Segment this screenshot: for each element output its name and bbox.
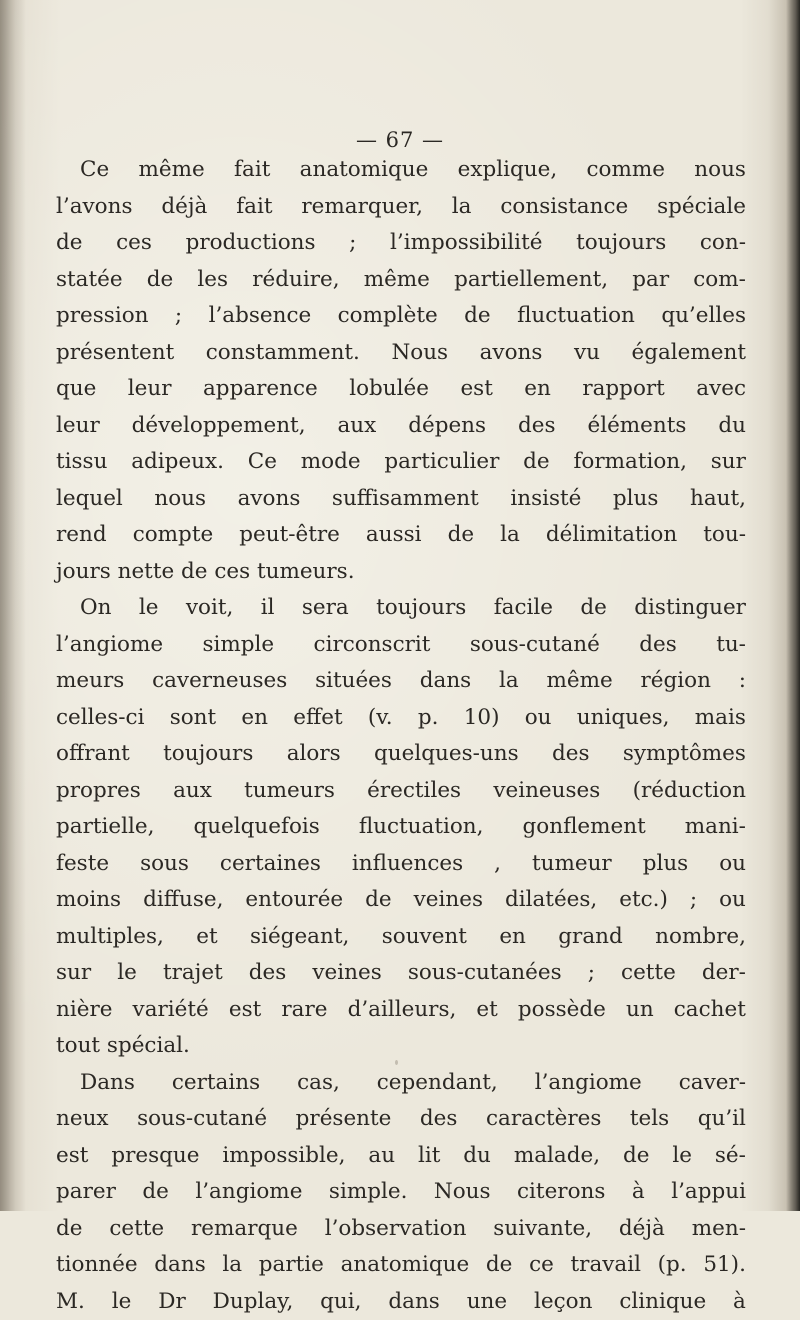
word: simple: [202, 627, 274, 664]
word: souvent: [382, 919, 467, 956]
word: déjà: [161, 189, 207, 226]
text-line: [56, 1284, 746, 1320]
word: toujours: [163, 736, 253, 773]
word: au: [368, 1138, 395, 1175]
word: remarquer,: [301, 189, 423, 226]
word: insisté: [510, 481, 581, 518]
word: ce: [529, 1247, 554, 1284]
word: voit,: [186, 590, 233, 627]
word: sont: [170, 700, 216, 737]
word: Ce: [80, 152, 109, 189]
word: le: [112, 1284, 132, 1320]
word: dilatées,: [505, 882, 597, 919]
word: cette: [621, 955, 676, 992]
word: complète: [338, 298, 438, 335]
word: de: [142, 1174, 169, 1211]
text-line: [56, 992, 746, 1029]
word: dans: [420, 663, 471, 700]
word: fluctuation: [517, 298, 635, 335]
word: clinique: [619, 1284, 706, 1320]
text-line: [56, 773, 746, 810]
word: le: [117, 955, 137, 992]
word: haut,: [690, 481, 746, 518]
word: et: [196, 919, 217, 956]
word: que: [56, 371, 96, 408]
word: partiellement,: [454, 262, 608, 299]
word: con-: [700, 225, 746, 262]
word: toujours: [376, 590, 466, 627]
word: tou-: [703, 517, 746, 554]
word: ces: [116, 225, 152, 262]
word: citerons: [517, 1174, 605, 1211]
word: veineuses: [493, 773, 600, 810]
word: tissu: [56, 444, 107, 481]
word: lit: [418, 1138, 440, 1175]
word: vu: [574, 335, 600, 372]
word: caver-: [679, 1065, 746, 1102]
word: qu’elles: [661, 298, 746, 335]
word: même: [139, 152, 205, 189]
word: sous-cutané: [470, 627, 600, 664]
word: presque: [111, 1138, 199, 1175]
word: anatomique: [341, 1247, 470, 1284]
word: fait: [236, 189, 272, 226]
word: un: [626, 992, 654, 1029]
text-line: [56, 444, 746, 481]
word: uniques,: [577, 700, 670, 737]
word: influences: [352, 846, 463, 883]
word: de: [448, 517, 475, 554]
word: en: [241, 700, 268, 737]
word: érectiles: [367, 773, 461, 810]
word: cependant,: [377, 1065, 498, 1102]
word: facile: [494, 590, 553, 627]
word: parer: [56, 1174, 116, 1211]
word: est: [460, 371, 492, 408]
text-line: [56, 262, 746, 299]
word: pression: [56, 298, 149, 335]
word: formation,: [573, 444, 687, 481]
text-line: [56, 627, 746, 664]
word: lequel: [56, 481, 123, 518]
word: ou: [719, 846, 746, 883]
word: feste: [56, 846, 109, 883]
word: statée: [56, 262, 123, 299]
word: Nous: [391, 335, 448, 372]
word: grand: [558, 919, 622, 956]
word: siégeant,: [250, 919, 349, 956]
word: aussi: [366, 517, 422, 554]
word: com-: [693, 262, 746, 299]
word: ,: [494, 846, 501, 883]
word: l’avons: [56, 189, 133, 226]
word: dans: [388, 1284, 439, 1320]
word: caverneuses: [152, 663, 287, 700]
word: des: [552, 736, 590, 773]
word: ou: [719, 882, 746, 919]
word: éléments: [587, 408, 686, 445]
word: la: [499, 663, 519, 700]
word: comme: [587, 152, 665, 189]
word: déjà: [619, 1211, 665, 1248]
word: est: [56, 1138, 88, 1175]
word: On: [80, 590, 111, 627]
text-line: [56, 371, 746, 408]
word: possède: [518, 992, 606, 1029]
word: situées: [315, 663, 392, 700]
word: est: [229, 992, 261, 1029]
word: men-: [692, 1211, 746, 1248]
text-line: [56, 189, 746, 226]
text-line: [56, 1101, 746, 1138]
word: Dans: [80, 1065, 135, 1102]
word: le: [139, 590, 159, 627]
word: multiples,: [56, 919, 164, 956]
word: développement,: [132, 408, 306, 445]
page-left-edge-shadow: [0, 0, 26, 1211]
word: l’absence: [209, 298, 312, 335]
word: nous: [154, 481, 206, 518]
word: variété: [133, 992, 209, 1029]
word: sur: [711, 444, 746, 481]
word: même: [546, 663, 612, 700]
text-line: [56, 152, 746, 189]
word: leur: [128, 371, 172, 408]
text-line: [56, 700, 746, 737]
text-line: [56, 663, 746, 700]
word: p.: [418, 700, 439, 737]
word: Dr: [158, 1284, 186, 1320]
word: suivante,: [493, 1211, 592, 1248]
word: (p.: [658, 1247, 687, 1284]
word: consistance: [500, 189, 628, 226]
word: fluctuation,: [359, 809, 484, 846]
text-line: [56, 225, 746, 262]
word: toujours: [576, 225, 666, 262]
word: ;: [690, 882, 697, 919]
word: en: [524, 371, 551, 408]
word: réduire,: [252, 262, 339, 299]
word: plus: [643, 846, 689, 883]
word: à: [733, 1284, 746, 1320]
page-right-edge-shadow: [786, 0, 800, 1211]
word: aux: [173, 773, 212, 810]
word: impossible,: [222, 1138, 345, 1175]
word: de: [56, 225, 83, 262]
word: mani-: [685, 809, 746, 846]
word: de: [486, 1247, 513, 1284]
word: fait: [234, 152, 270, 189]
word: ;: [175, 298, 182, 335]
word: l’observation: [325, 1211, 467, 1248]
word: qu’il: [698, 1101, 746, 1138]
word: tumeurs: [244, 773, 335, 810]
body-text: [56, 152, 746, 1320]
word: du: [463, 1138, 491, 1175]
word: la: [500, 517, 520, 554]
word: gonflement: [523, 809, 646, 846]
word: présente: [296, 1101, 392, 1138]
word: remarque: [191, 1211, 298, 1248]
word: veines: [414, 882, 483, 919]
word: cette: [109, 1211, 164, 1248]
word: caractères: [486, 1101, 601, 1138]
word: leur: [56, 408, 100, 445]
word: quelquefois: [193, 809, 319, 846]
word: trajet: [163, 955, 223, 992]
word: 51).: [703, 1247, 746, 1284]
text-line: jours nette de ces tumeurs.: [56, 554, 746, 591]
word: particulier: [384, 444, 499, 481]
word: nombre,: [655, 919, 746, 956]
text-line: [56, 809, 746, 846]
text-line: [56, 335, 746, 372]
word: région: [640, 663, 710, 700]
word: peut-être: [239, 517, 340, 554]
text-line: [56, 590, 746, 627]
word: avons: [238, 481, 301, 518]
word: productions: [186, 225, 316, 262]
text-line: [56, 298, 746, 335]
word: celles-ci: [56, 700, 144, 737]
word: la: [452, 189, 472, 226]
word: sera: [302, 590, 349, 627]
word: Duplay,: [213, 1284, 294, 1320]
word: et: [476, 992, 497, 1029]
word: de: [580, 590, 607, 627]
word: d’ailleurs,: [348, 992, 457, 1029]
word: des: [249, 955, 287, 992]
word: des: [420, 1101, 458, 1138]
word: de: [147, 262, 174, 299]
word: veines: [312, 955, 381, 992]
word: quelques-uns: [374, 736, 519, 773]
word: suffisamment: [332, 481, 479, 518]
word: distinguer: [634, 590, 746, 627]
word: nous: [694, 152, 746, 189]
word: des: [518, 408, 556, 445]
word: sur: [56, 955, 91, 992]
word: de: [523, 444, 550, 481]
word: présentent: [56, 335, 174, 372]
word: tu-: [716, 627, 746, 664]
word: de: [365, 882, 392, 919]
word: apparence: [203, 371, 318, 408]
text-line: [56, 1065, 746, 1102]
word: adipeux.: [131, 444, 224, 481]
word: 10): [464, 700, 500, 737]
page-number: — 67 —: [0, 128, 800, 152]
word: qui,: [320, 1284, 361, 1320]
word: cas,: [297, 1065, 340, 1102]
text-line: [56, 408, 746, 445]
word: également: [631, 335, 746, 372]
word: l’angiome: [56, 627, 163, 664]
word: ou: [525, 700, 552, 737]
word: (v.: [368, 700, 393, 737]
word: rapport: [582, 371, 664, 408]
word: spéciale: [657, 189, 746, 226]
word: :: [739, 663, 746, 700]
word: rend: [56, 517, 107, 554]
word: circonscrit: [314, 627, 431, 664]
word: entourée: [245, 882, 343, 919]
text-line: [56, 1174, 746, 1211]
word: en: [499, 919, 526, 956]
word: simple.: [329, 1174, 408, 1211]
word: les: [197, 262, 228, 299]
text-line: [56, 736, 746, 773]
word: dans: [154, 1247, 205, 1284]
word: partielle,: [56, 809, 154, 846]
word: tels: [630, 1101, 669, 1138]
word: une: [467, 1284, 507, 1320]
word: leçon: [534, 1284, 592, 1320]
word: explique,: [458, 152, 558, 189]
word: mais: [695, 700, 746, 737]
word: malade,: [514, 1138, 600, 1175]
word: der-: [702, 955, 746, 992]
word: aux: [337, 408, 376, 445]
word: l’angiome: [195, 1174, 302, 1211]
word: délimitation: [546, 517, 677, 554]
text-line: tout spécial.: [56, 1028, 746, 1065]
word: certaines: [220, 846, 321, 883]
word: alors: [287, 736, 341, 773]
text-line: [56, 919, 746, 956]
word: de: [464, 298, 491, 335]
word: nière: [56, 992, 112, 1029]
word: même: [364, 262, 430, 299]
word: Nous: [434, 1174, 491, 1211]
word: sous: [140, 846, 189, 883]
word: meurs: [56, 663, 124, 700]
word: certains: [172, 1065, 260, 1102]
word: tumeur: [532, 846, 612, 883]
word: partie: [259, 1247, 324, 1284]
word: dépens: [408, 408, 486, 445]
word: l’angiome: [535, 1065, 642, 1102]
text-line: [56, 882, 746, 919]
word: constamment.: [206, 335, 360, 372]
word: du: [718, 408, 746, 445]
text-line: [56, 1247, 746, 1284]
word: l’appui: [671, 1174, 746, 1211]
word: symptômes: [623, 736, 746, 773]
word: ;: [349, 225, 356, 262]
word: M.: [56, 1284, 85, 1320]
word: par: [632, 262, 669, 299]
word: diffuse,: [143, 882, 223, 919]
word: tionnée: [56, 1247, 138, 1284]
word: ;: [588, 955, 595, 992]
text-line: [56, 517, 746, 554]
word: il: [261, 590, 275, 627]
word: offrant: [56, 736, 130, 773]
word: travail: [571, 1247, 641, 1284]
text-line: [56, 1211, 746, 1248]
word: neux: [56, 1101, 109, 1138]
text-line: [56, 846, 746, 883]
word: à: [632, 1174, 645, 1211]
word: sous-cutanées: [408, 955, 562, 992]
word: propres: [56, 773, 141, 810]
text-line: [56, 481, 746, 518]
word: (réduction: [633, 773, 746, 810]
word: cachet: [674, 992, 746, 1029]
word: effet: [293, 700, 342, 737]
word: moins: [56, 882, 121, 919]
word: Ce: [248, 444, 277, 481]
text-line: [56, 955, 746, 992]
word: plus: [613, 481, 659, 518]
text-line: [56, 1138, 746, 1175]
word: etc.): [619, 882, 668, 919]
word: des: [639, 627, 677, 664]
word: sous-cutané: [137, 1101, 267, 1138]
word: avons: [480, 335, 543, 372]
word: l’impossibilité: [390, 225, 542, 262]
word: de: [623, 1138, 650, 1175]
word: rare: [281, 992, 327, 1029]
word: compte: [133, 517, 214, 554]
word: anatomique: [300, 152, 429, 189]
word: de: [56, 1211, 83, 1248]
word: la: [222, 1247, 242, 1284]
word: lobulée: [349, 371, 429, 408]
word: avec: [696, 371, 746, 408]
word: mode: [301, 444, 361, 481]
word: sé-: [715, 1138, 746, 1175]
word: le: [672, 1138, 692, 1175]
